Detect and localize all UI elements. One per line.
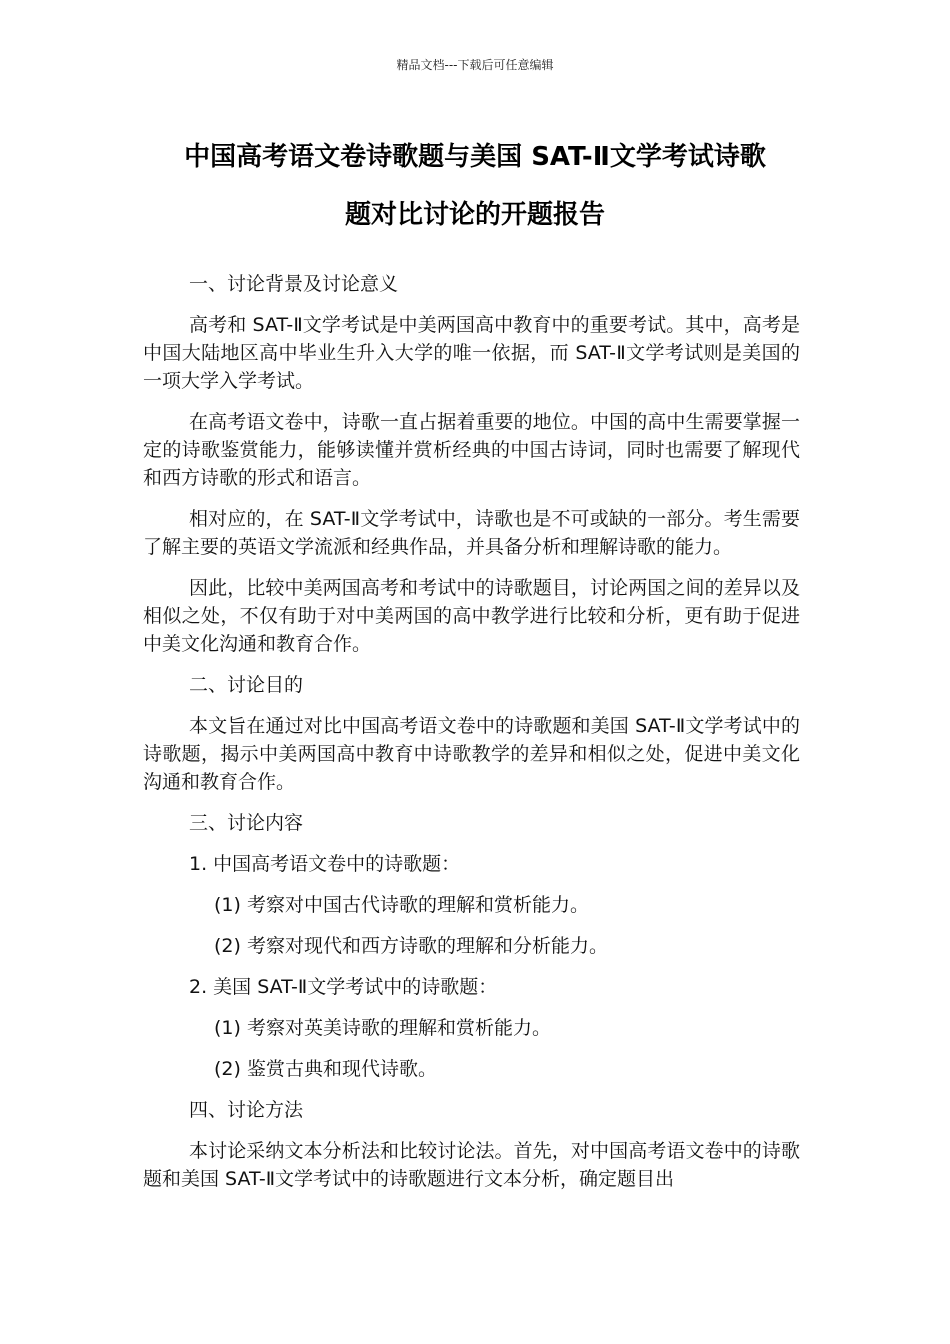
title-line-1: 中国高考语文卷诗歌题与美国 SAT-Ⅱ文学考试诗歌 — [184, 142, 766, 172]
document-body — [143, 270, 800, 1206]
section-1-paragraph-4: 因此，比较中美两国高考和考试中的诗歌题目，讨论两国之间的差异以及相似之处，不仅有助于对中美两国的高中教学进行比较和分析，更有助于促进中美文化沟通和教育合作。 — [143, 577, 800, 655]
list-subitem: (1) 考察对中国古代诗歌的理解和赏析能力。 — [214, 894, 589, 916]
section-1-paragraph-2: 在高考语文卷中，诗歌一直占据着重要的地位。中国的高中生需要掌握一定的诗歌鉴赏能力，能够读懂并赏析经典的中国古诗词，同时也需要了解现代和西方诗歌的形式和语言。 — [143, 411, 800, 489]
document-title — [120, 128, 830, 244]
section-3-heading: 三、讨论内容 — [189, 812, 304, 834]
section-1-heading: 一、讨论背景及讨论意义 — [189, 273, 399, 295]
section-1-paragraph-3: 相对应的，在 SAT-Ⅱ文学考试中，诗歌也是不可或缺的一部分。考生需要了解主要的英语文学流派和经典作品，并具备分析和理解诗歌的能力。 — [143, 508, 800, 558]
section-2-paragraph-1: 本文旨在通过对比中国高考语文卷中的诗歌题和美国 SAT-Ⅱ文学考试中的诗歌题，揭示中美两国高中教育中诗歌教学的差异和相似之处，促进中美文化沟通和教育合作。 — [143, 715, 800, 793]
section-2-heading: 二、讨论目的 — [189, 674, 304, 696]
list-item: 1. 中国高考语文卷中的诗歌题： — [189, 853, 461, 875]
list-subitem: (2) 鉴赏古典和现代诗歌。 — [214, 1058, 437, 1080]
list-subitem: (1) 考察对英美诗歌的理解和赏析能力。 — [214, 1017, 551, 1039]
section-1-paragraph-1: 高考和 SAT-Ⅱ文学考试是中美两国高中教育中的重要考试。其中，高考是中国大陆地区高中毕业生升入大学的唯一依据，而 SAT-Ⅱ文学考试则是美国的一项大学入学考试。 — [143, 314, 800, 392]
header-note: 精品文档---下载后可任意编辑 — [396, 58, 554, 72]
title-line-2: 题对比讨论的开题报告 — [344, 200, 605, 230]
list-item: 2. 美国 SAT-Ⅱ文学考试中的诗歌题： — [189, 976, 498, 998]
section-4-paragraph-1: 本讨论采纳文本分析法和比较讨论法。首先，对中国高考语文卷中的诗歌题和美国 SAT-Ⅱ文学考试中的诗歌题进行文本分析，确定题目出 — [143, 1140, 800, 1190]
section-4-heading: 四、讨论方法 — [189, 1099, 304, 1121]
list-subitem: (2) 考察对现代和西方诗歌的理解和分析能力。 — [214, 935, 608, 957]
